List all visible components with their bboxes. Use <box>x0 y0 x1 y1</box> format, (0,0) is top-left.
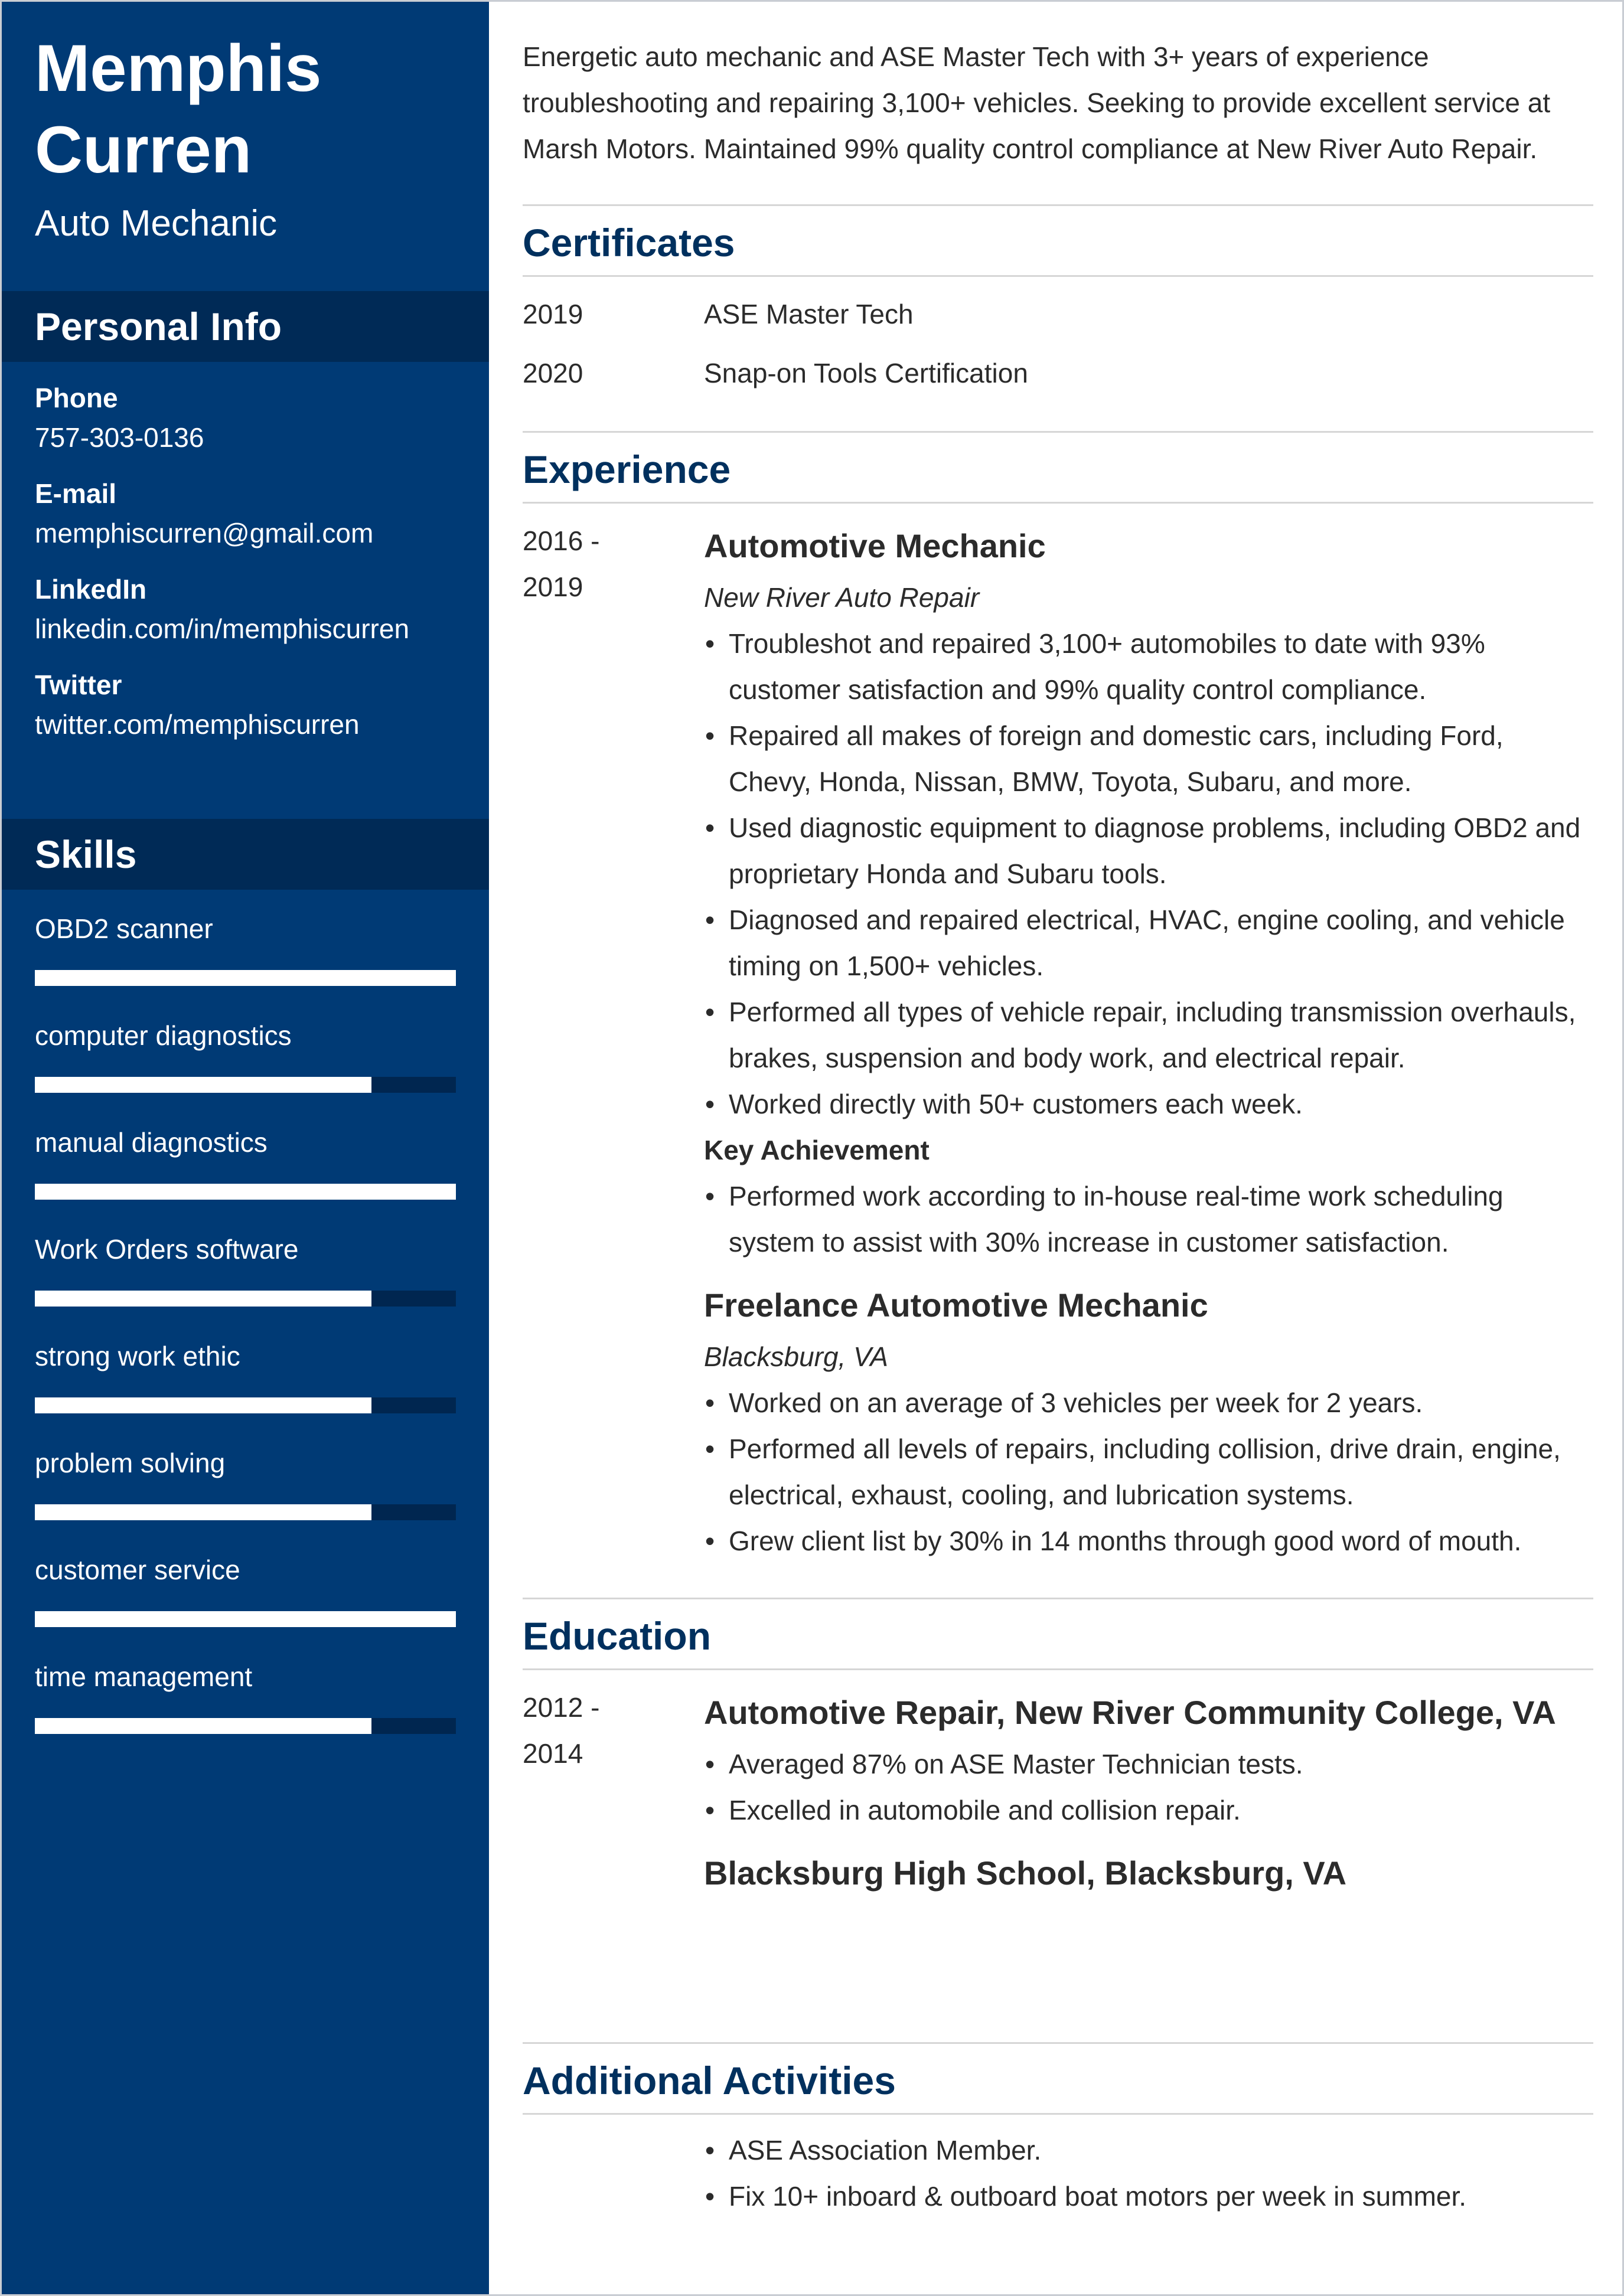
skill-level-fill <box>35 1504 371 1520</box>
name-first: Memphis <box>35 31 322 105</box>
certificate-row <box>523 344 1593 403</box>
contact-label: Phone <box>35 383 118 413</box>
linkedin-value: linkedin.com/in/memphiscurren <box>35 613 410 644</box>
key-achievement-heading: Key Achievement <box>704 1135 930 1165</box>
skill-name: problem solving <box>35 1448 226 1478</box>
education-dates: 2012 - 2014 <box>523 1692 600 1769</box>
job-dates: 2016 - 2019 <box>523 525 600 602</box>
bullet-item: • Averaged 87% on ASE Master Technician tests. <box>704 1741 1593 1787</box>
contact-linkedin <box>35 571 465 650</box>
skill-name: computer diagnostics <box>35 1020 292 1051</box>
bullet-item: • Worked on an average of 3 vehicles per week for 2 years. <box>704 1380 1593 1426</box>
skill-item <box>35 1230 456 1337</box>
skill-name: strong work ethic <box>35 1341 240 1371</box>
skill-level-bar <box>35 1291 456 1307</box>
certificate-name: Snap-on Tools Certification <box>704 358 1028 388</box>
bullet-item: • Performed all levels of repairs, including collision, drive drain, engine, electrical, exhaust, cooling, and lubrication systems. <box>704 1426 1593 1518</box>
bullet-item: • Performed work according to in-house real-time work scheduling system to assist with 30% increase in customer satisfaction. <box>704 1173 1593 1265</box>
personal-info-header: Personal Info <box>2 291 489 362</box>
contact-label: E-mail <box>35 478 117 509</box>
certificate-year: 2020 <box>523 358 583 388</box>
job-bullets <box>704 620 1593 1127</box>
section-title: Experience <box>523 431 1593 504</box>
job-entry <box>523 518 1593 1265</box>
name-last: Curren <box>35 113 252 187</box>
skill-item <box>35 1444 456 1551</box>
job-company: Blacksburg, VA <box>704 1341 888 1372</box>
skill-level-fill <box>35 1397 371 1413</box>
candidate-name <box>2 2 489 191</box>
activities-bullets <box>704 2127 1593 2219</box>
skill-name: Work Orders software <box>35 1234 299 1265</box>
experience-section <box>523 431 1593 1564</box>
email-value: memphiscurren@gmail.com <box>35 518 374 548</box>
skill-level-fill <box>35 970 456 986</box>
contact-email <box>35 475 465 554</box>
sidebar <box>2 2 489 2294</box>
skills-list <box>35 910 456 1765</box>
skill-level-fill <box>35 1077 371 1093</box>
education-entry <box>523 1684 1593 1833</box>
bullet-item: • Used diagnostic equipment to diagnose problems, including OBD2 and proprietary Honda and Subaru tools. <box>704 805 1593 897</box>
skill-item <box>35 1123 456 1230</box>
certificate-year: 2019 <box>523 299 583 329</box>
skill-name: manual diagnostics <box>35 1127 268 1158</box>
bullet-item: • Fix 10+ inboard & outboard boat motors per week in summer. <box>704 2173 1593 2219</box>
skill-item <box>35 1551 456 1658</box>
education-title: Automotive Repair, New River Community College, VA <box>704 1694 1556 1731</box>
skill-name: customer service <box>35 1554 240 1585</box>
bullet-item: • ASE Association Member. <box>704 2127 1593 2173</box>
contact-twitter <box>35 667 465 746</box>
contact-label: LinkedIn <box>35 574 147 605</box>
skill-level-fill <box>35 1184 456 1200</box>
bullet-item: • Diagnosed and repaired electrical, HVAC, engine cooling, and vehicle timing on 1,500+ vehicles. <box>704 897 1593 989</box>
bullet-item: • Troubleshot and repaired 3,100+ automobiles to date with 93% customer satisfaction and 99% quality control compliance. <box>704 620 1593 713</box>
education-entry <box>523 1845 1593 1902</box>
skill-level-fill <box>35 1291 371 1307</box>
certificate-row <box>523 285 1593 344</box>
skill-level-fill <box>35 1611 456 1627</box>
skill-level-bar <box>35 1184 456 1200</box>
job-entry <box>523 1277 1593 1564</box>
skill-level-bar <box>35 1611 456 1627</box>
job-title: Freelance Automotive Mechanic <box>704 1286 1208 1324</box>
skill-level-bar <box>35 1397 456 1413</box>
section-title: Additional Activities <box>523 2042 1593 2115</box>
education-section <box>523 1598 1593 1902</box>
bullet-item: • Worked directly with 50+ customers each week. <box>704 1081 1593 1127</box>
profile-summary: Energetic auto mechanic and ASE Master Tech with 3+ years of experience troubleshooting and repairing 3,100+ vehicles. Seeking to provide excellent service at Marsh Motors. Maintained 99% quality control compliance at New River Auto Repair. <box>523 41 1551 164</box>
skill-item <box>35 1017 456 1123</box>
contact-phone <box>35 380 465 459</box>
skill-level-bar <box>35 1718 456 1734</box>
skill-level-bar <box>35 1504 456 1520</box>
skill-name: OBD2 scanner <box>35 913 213 944</box>
activities-entry <box>523 2127 1593 2219</box>
bullet-item: • Repaired all makes of foreign and domestic cars, including Ford, Chevy, Honda, Nissan, BMW, Toyota, Subaru, and more. <box>704 713 1593 805</box>
job-title: Auto Mechanic <box>35 203 278 244</box>
bullet-item: • Excelled in automobile and collision repair. <box>704 1787 1593 1833</box>
bullet-item: • Grew client list by 30% in 14 months through good word of mouth. <box>704 1518 1593 1564</box>
certificate-name: ASE Master Tech <box>704 299 914 329</box>
education-bullets <box>704 1741 1593 1833</box>
contact-list <box>35 380 465 762</box>
job-title: Automotive Mechanic <box>704 527 1046 564</box>
skill-item <box>35 910 456 1017</box>
skills-header: Skills <box>2 819 489 890</box>
contact-label: Twitter <box>35 669 122 700</box>
skill-level-bar <box>35 1077 456 1093</box>
activities-section <box>523 2042 1593 2219</box>
certificates-section <box>523 204 1593 403</box>
section-title: Education <box>523 1598 1593 1670</box>
skill-item <box>35 1658 456 1765</box>
education-title: Blacksburg High School, Blacksburg, VA <box>704 1854 1347 1892</box>
job-company: New River Auto Repair <box>704 582 980 613</box>
twitter-value: twitter.com/memphiscurren <box>35 709 360 740</box>
skill-level-fill <box>35 1718 371 1734</box>
bullet-item: • Performed all types of vehicle repair, including transmission overhauls, brakes, suspension and body work, and electrical repair. <box>704 989 1593 1081</box>
skill-name: time management <box>35 1661 253 1692</box>
job-bullets <box>704 1380 1593 1564</box>
section-title: Certificates <box>523 204 1593 277</box>
skill-level-bar <box>35 970 456 986</box>
key-achievement-bullets <box>704 1173 1593 1265</box>
skill-item <box>35 1337 456 1444</box>
phone-value: 757-303-0136 <box>35 422 204 453</box>
